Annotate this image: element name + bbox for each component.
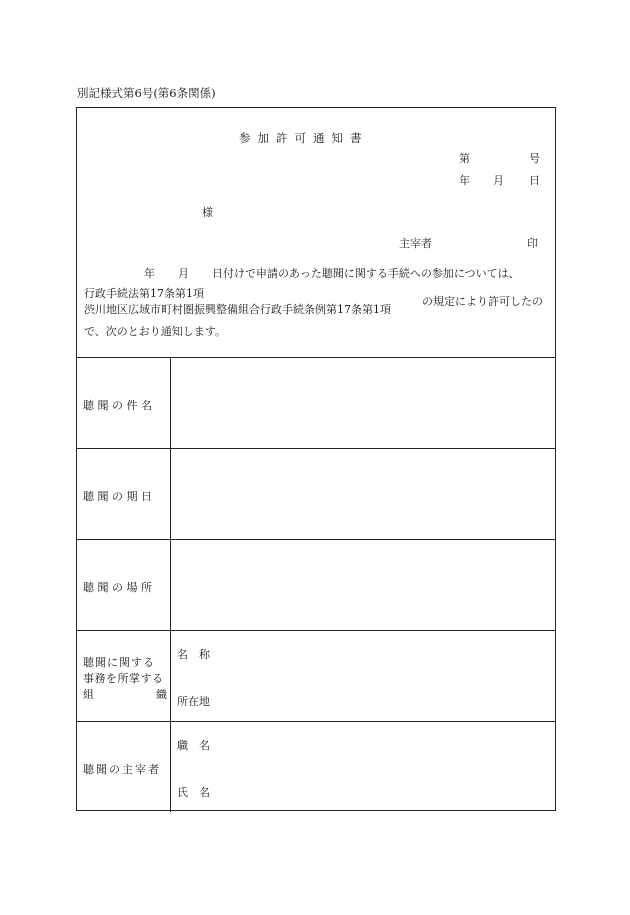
seal-mark: 印: [527, 237, 538, 250]
host-name-field: 氏 名: [177, 786, 210, 799]
body-year: 年: [144, 267, 155, 280]
table-row: [76, 630, 556, 721]
notice-form: [76, 107, 556, 811]
law-option-2: 渋川地区広域市町村圏振興整備組合行政手続条例第17条第1項: [84, 303, 391, 316]
host-label: 主宰者: [399, 237, 432, 250]
row-label-host: 聴聞の主宰者: [83, 763, 161, 776]
body-last-line: で、次のとおり通知します。: [84, 325, 226, 338]
details-table: [76, 357, 556, 812]
form-number-label: 別記様式第6号(第6条関係): [77, 86, 216, 100]
row-label-date: 聴 聞 の 期 日: [83, 490, 152, 503]
number-dai: 第: [459, 152, 470, 165]
org-address-field: 所在地: [177, 695, 210, 708]
row-label-org-line3b: 織: [156, 688, 167, 701]
date-day: 日: [529, 174, 540, 187]
table-row: [76, 539, 556, 630]
table-row: [76, 357, 556, 448]
table-row: [76, 448, 556, 539]
date-year: 年: [459, 174, 470, 187]
document-title: 参加許可通知書: [239, 131, 369, 145]
law-option-1: 行政手続法第17条第1項: [84, 287, 204, 300]
host-title-field: 職 名: [177, 739, 210, 752]
row-label-org-line1: 聴聞に関する: [83, 656, 155, 669]
number-go: 号: [529, 152, 540, 165]
row-label-subject: 聴 聞 の 件 名: [83, 399, 152, 412]
table-row: [76, 721, 556, 812]
row-label-place: 聴 聞 の 場 所: [83, 581, 152, 594]
addressee-suffix: 様: [202, 206, 213, 219]
row-label-org-line2: 事務を所掌する: [83, 672, 164, 685]
org-name-field: 名 称: [177, 648, 210, 661]
body-line1: 日付けで申請のあった聴聞に関する手続への参加については、: [212, 267, 520, 280]
body-month: 月: [178, 267, 189, 280]
law-suffix: の規定により許可したの: [422, 295, 543, 308]
row-label-org-line3a: 組: [83, 688, 94, 701]
date-month: 月: [493, 174, 504, 187]
